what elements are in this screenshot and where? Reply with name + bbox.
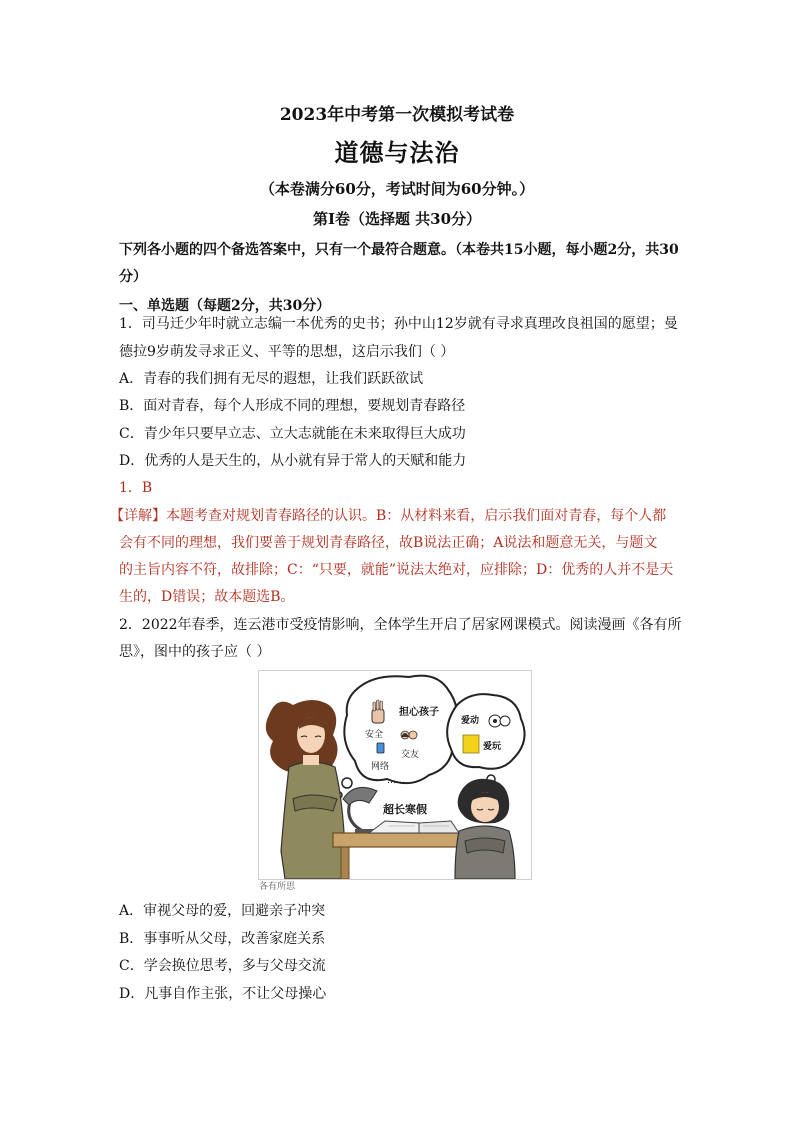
q1-stem-line2: 德拉9岁萌发寻求正义、平等的思想，这启示我们（ ） bbox=[119, 344, 455, 360]
sticky-note-icon bbox=[463, 735, 479, 753]
q1-option-b: B．面对青春，每个人形成不同的理想，要规划青春路径 bbox=[119, 398, 466, 414]
banner-text: 超长寒假 bbox=[383, 803, 427, 816]
hand-icon bbox=[372, 700, 384, 723]
q1-option-d: D．优秀的人是天生的，从小就有异于常人的天赋和能力 bbox=[119, 453, 467, 469]
explanation-text: 本题考查对规划青春路径的认识。B：从材料来看，启示我们面对青春，每个人都 bbox=[166, 508, 667, 524]
q1-explanation-line4: 生的，D错误；故本题选B。 bbox=[119, 589, 295, 605]
bubble-right-item-play: 爱玩 bbox=[483, 742, 502, 752]
bubble-left-item-friends: 交友 bbox=[401, 750, 420, 760]
q1-explanation-line2: 会有不同的理想，我们要善于规划青春路径，故B说法正确；A说法和题意无关，与题文 bbox=[119, 535, 658, 551]
q1-explanation-line3: 的主旨内容不符，故排除；C：“只要，就能”说法太绝对，应排除；D：优秀的人并不是天 bbox=[119, 562, 674, 578]
bubble-right-item-active: 爱动 bbox=[461, 716, 480, 726]
bubble-left-title: 担心孩子 bbox=[399, 707, 439, 718]
q2-option-a: A．审视父母的爱，回避亲子冲突 bbox=[119, 903, 326, 919]
q1-explanation-line1 bbox=[110, 506, 680, 526]
q1-option-a: A．青春的我们拥有无尽的遐想，让我们跃跃欲试 bbox=[119, 371, 424, 387]
phone-icon bbox=[377, 743, 384, 753]
q1-stem-line1: 1．司马迁少年时就立志编一本优秀的史书；孙中山12岁就有寻求真理改良祖国的愿望；曼 bbox=[119, 316, 678, 332]
bubble-left-item-etc: …… bbox=[387, 776, 405, 786]
instructions: 下列各小题的四个备选答案中，只有一个最符合题意。（本卷共15小题，每小题2分，共30分） bbox=[119, 242, 679, 285]
q2-option-b: B．事事听从父母，改善家庭关系 bbox=[119, 931, 326, 947]
subject-title: 道德与法治 bbox=[334, 138, 460, 167]
q2-stem-line2: 思》，图中的孩子应（ ） bbox=[119, 644, 271, 660]
explanation-tag: 【详解】 bbox=[110, 508, 166, 524]
bubble-left-item-safety: 安全 bbox=[365, 730, 384, 740]
cartoon-figure bbox=[258, 670, 532, 880]
q2-option-c: C．学会换位思考，多与父母交流 bbox=[119, 958, 326, 974]
figure-caption: 各有所思 bbox=[259, 882, 296, 892]
part-heading: 第I卷（选择题 共30分） bbox=[312, 210, 482, 228]
q2-option-d: D．凡事自作主张，不让父母操心 bbox=[119, 986, 327, 1002]
exam-note: （本卷满分60分，考试时间为60分钟。） bbox=[259, 180, 535, 198]
exam-title: 2023年中考第一次模拟考试卷 bbox=[279, 105, 515, 125]
bubble-left-item-network: 网络 bbox=[371, 762, 390, 772]
q2-stem-line1: 2．2022年春季，连云港市受疫情影响，全体学生开启了居家网课模式。阅读漫画《各有所 bbox=[119, 617, 682, 633]
q1-answer: 1．B bbox=[119, 480, 153, 496]
section-title: 一、单选题（每题2分，共30分） bbox=[119, 298, 331, 314]
cartoon-illustration bbox=[259, 671, 531, 879]
q1-option-c: C．青少年只要早立志、立大志就能在未来取得巨大成功 bbox=[119, 426, 466, 442]
ball-icon bbox=[489, 715, 510, 727]
